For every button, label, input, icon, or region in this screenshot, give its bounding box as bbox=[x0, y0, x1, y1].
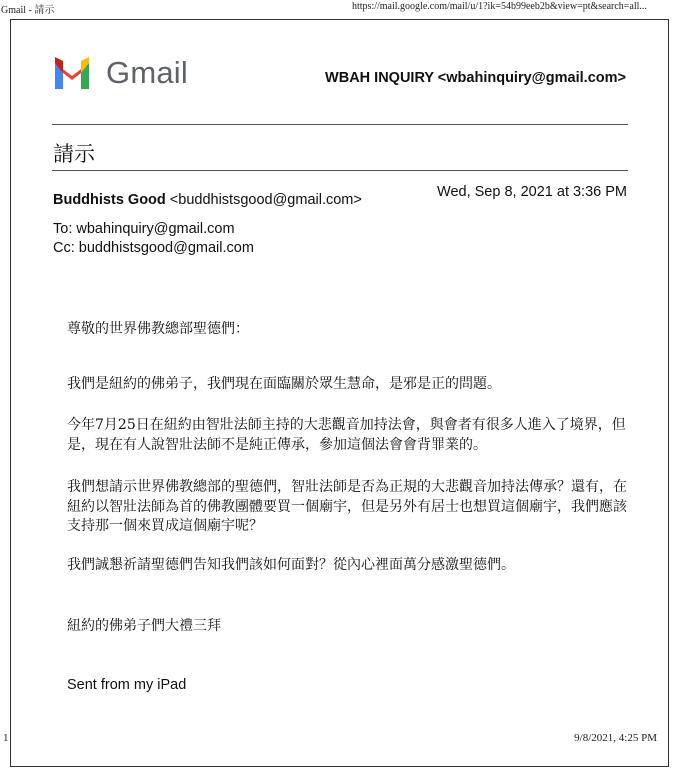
print-header-title: Gmail - 請示 bbox=[1, 5, 55, 16]
print-timestamp: 9/8/2021, 4:25 PM bbox=[574, 732, 657, 744]
gmail-logo-icon bbox=[52, 54, 92, 92]
email-date: Wed, Sep 8, 2021 at 3:36 PM bbox=[437, 184, 627, 200]
cc-line: Cc: buddhistsgood@gmail.com bbox=[53, 240, 254, 256]
print-header bbox=[0, 0, 681, 14]
gmail-brand: Gmail bbox=[106, 55, 188, 90]
sender-email: <buddhistsgood@gmail.com> bbox=[169, 192, 362, 208]
print-header-url: https://mail.google.com/mail/u/1?ik=54b99eeb2b&view=pt&search=all... bbox=[352, 1, 647, 12]
page-number: 1 bbox=[3, 732, 9, 744]
body-paragraph-4: 我們誠懇祈請聖德們告知我們該如何面對？從內心裡面萬分感激聖德們。 bbox=[67, 557, 515, 573]
to-line: To: wbahinquiry@gmail.com bbox=[53, 221, 235, 237]
email-subject: 請示 bbox=[53, 143, 95, 166]
sender bbox=[53, 192, 362, 208]
body-greeting: 尊敬的世界佛教總部聖德們： bbox=[67, 321, 249, 337]
body-paragraph-2: 今年7月25日在紐約由智壯法師主持的大悲觀音加持法會，與會者有很多人進入了境界，但是，現在有人說智壯法師不是純正傳承，參加這個法會會背罪業的。 bbox=[67, 417, 626, 453]
divider bbox=[52, 124, 628, 125]
body-paragraph-3: 我們想請示世界佛教總部的聖德們，智壯法師是否為正規的大悲觀音加持法傳承？還有，在紐約以智壯法師為首的佛教團體要買一個廟宇，但是另外有居士也想買這個廟宇，我們應該支持那一個來買成這個廟宇呢？ bbox=[67, 479, 627, 534]
body-signoff: 紐約的佛弟子們大禮三拜 bbox=[67, 618, 221, 634]
body-paragraph-1: 我們是紐約的佛弟子，我們現在面臨關於眾生慧命，是邪是正的問題。 bbox=[67, 376, 501, 392]
divider bbox=[52, 170, 628, 171]
account-label: WBAH INQUIRY <wbahinquiry@gmail.com> bbox=[325, 70, 626, 86]
sender-name: Buddhists Good bbox=[53, 192, 166, 208]
email-signature: Sent from my iPad bbox=[67, 677, 187, 693]
